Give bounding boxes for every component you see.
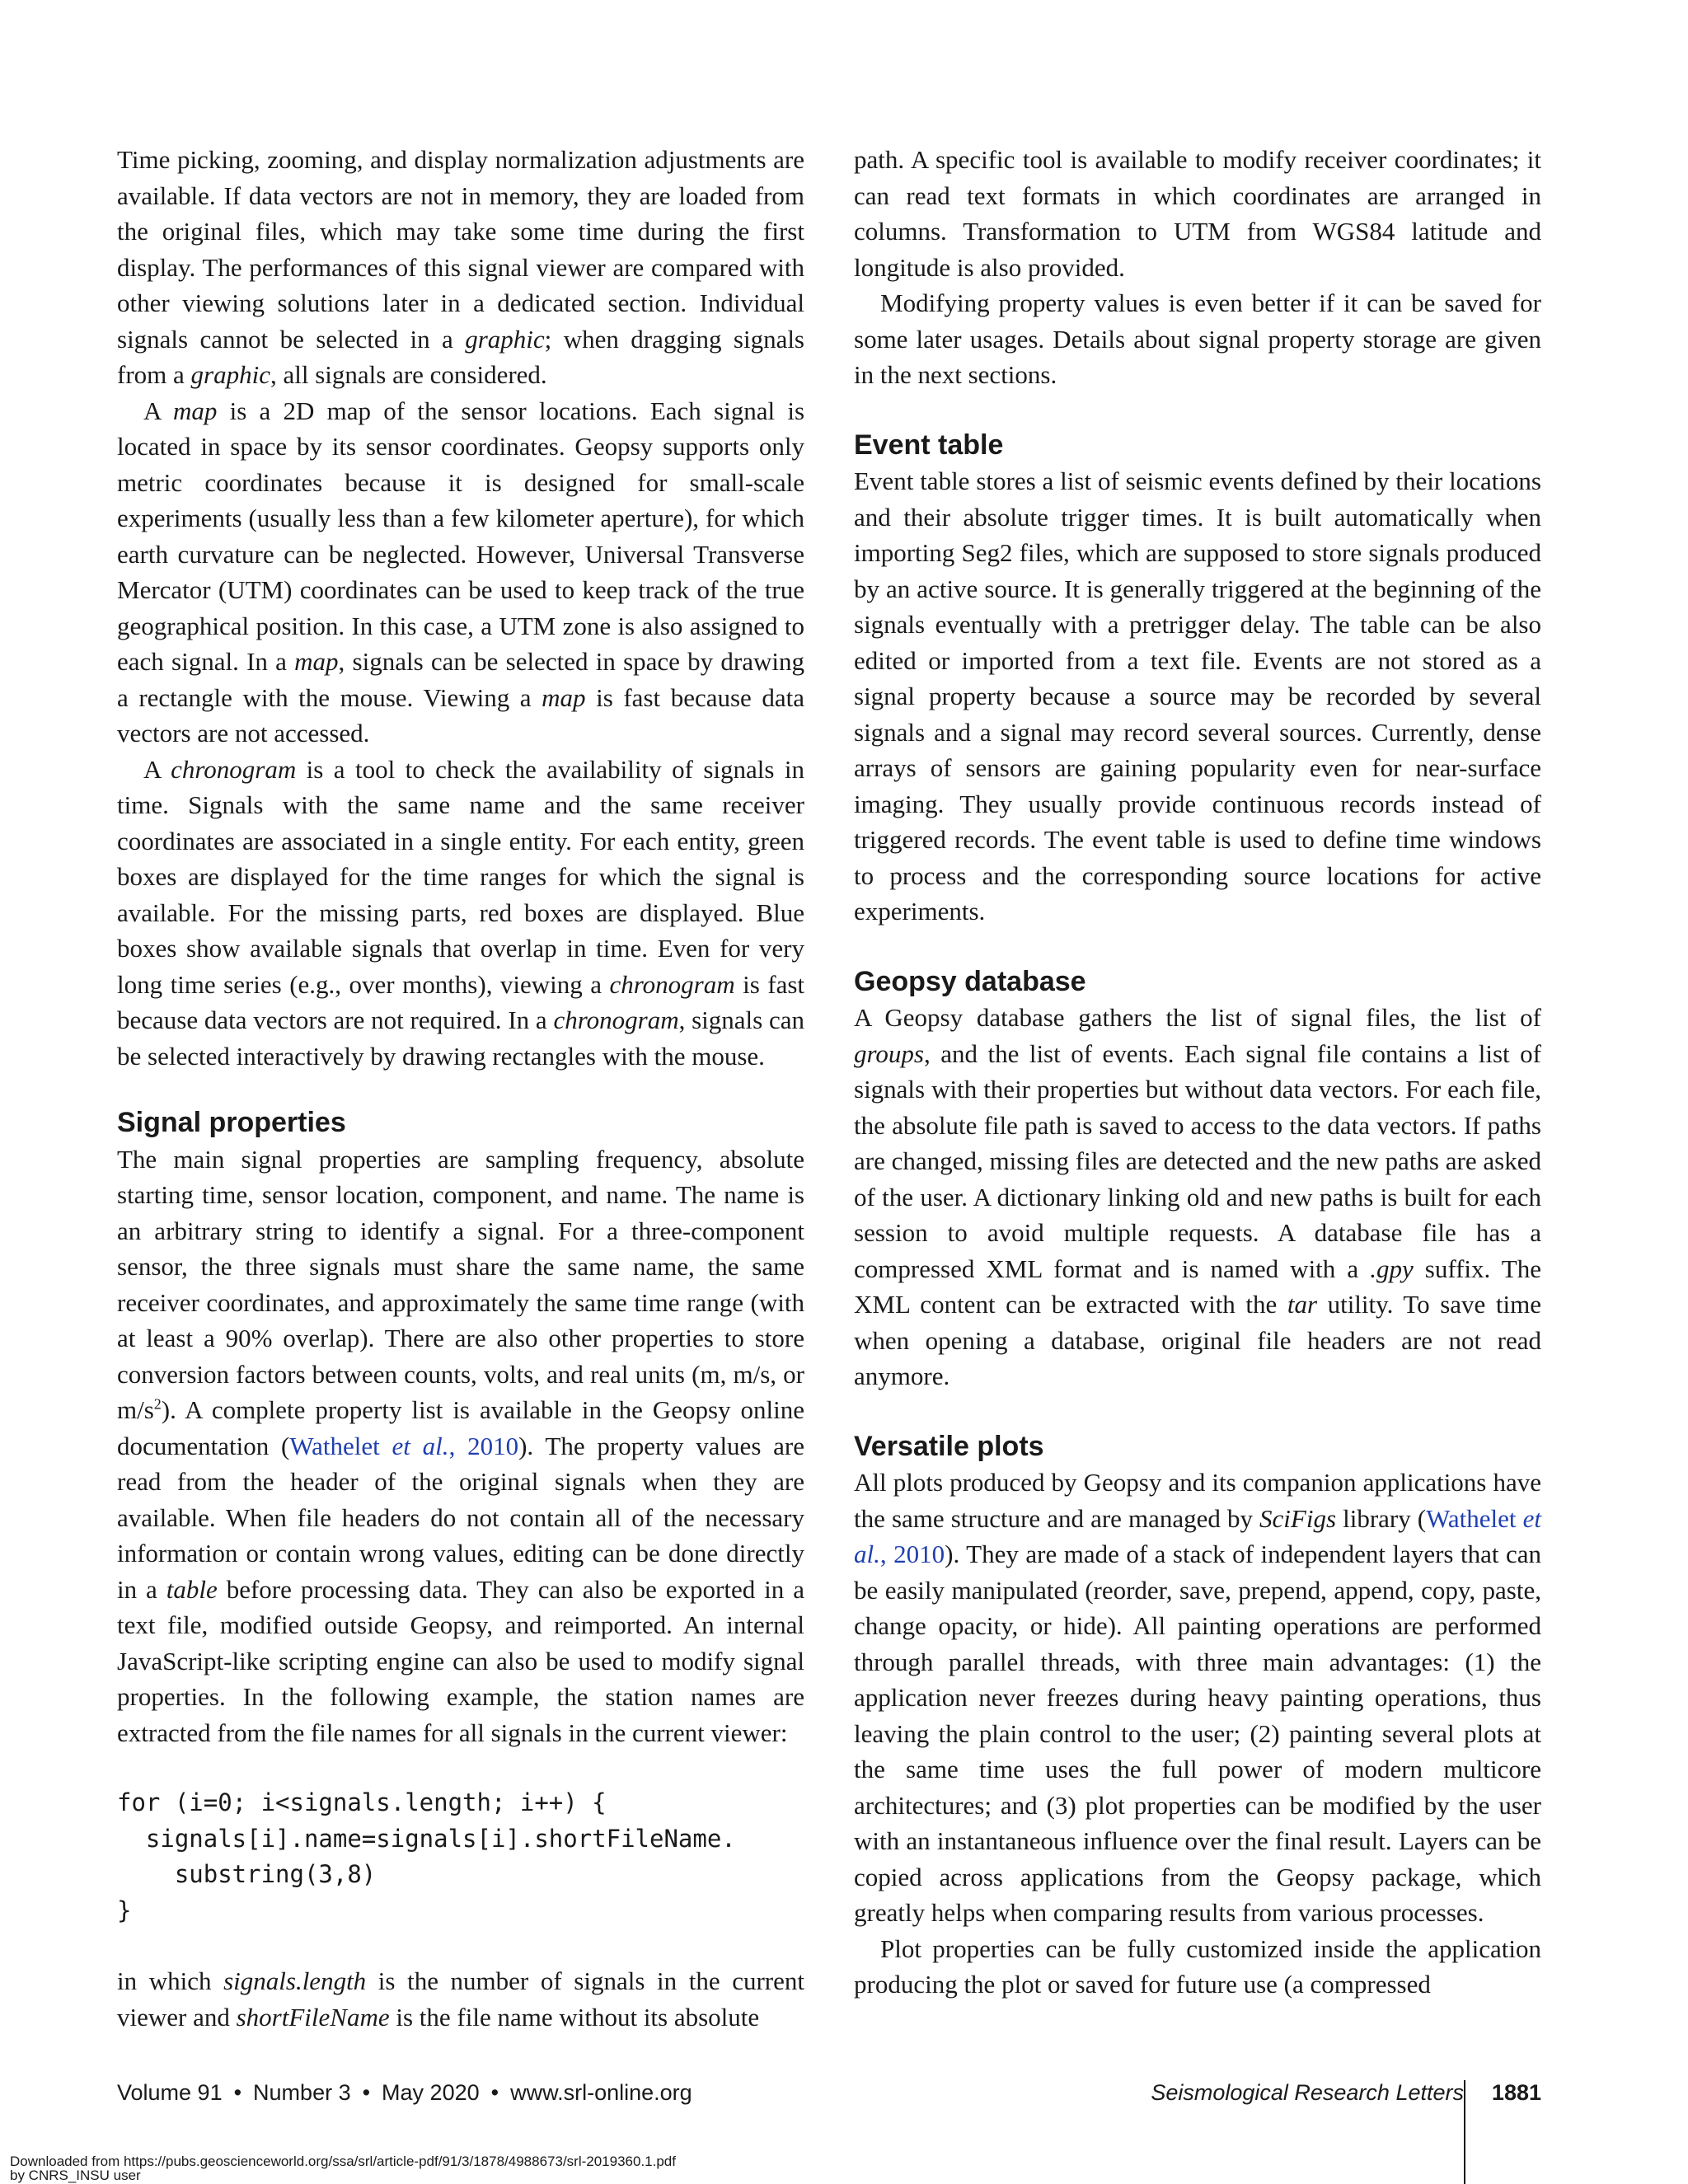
footer-bullet: •: [490, 2080, 499, 2105]
paragraph-property-storage: Modifying property values is even better if it can be saved for some later usages. Details about signal property storage are given in the next sections.: [854, 288, 1541, 389]
paragraph-map: A map is a 2D map of the sensor locations. Each signal is located in space by its sensor coordinates. Geopsy supports only metric coordinates because it is designed for small-scale experiments (usually less than a few kilometer aperture), for which earth curvature can be neglected. However, Universal Transverse Mercator (UTM) coordinates can be used to keep track of the true geographical position. In this case, a UTM zone is also assigned to each signal. In a map, signals can be selected in space by drawing a rectangle with the mouse. Viewing a map is fast because data vectors are not accessed.: [117, 396, 805, 748]
citation-link-wathelet-2010-b[interactable]: Wathelet et al., 2010: [854, 1503, 1541, 1568]
footer-divider: [1464, 2080, 1465, 2184]
paragraph-coordinates-tool: path. A specific tool is available to modify receiver coordinates; it can read text formats in which coordinates are arranged in columns. Transformation to UTM from WGS84 latitude and longitude is also provided.: [854, 145, 1541, 282]
footer-issue-info: [117, 2080, 692, 2106]
paragraph-geopsy-database: A Geopsy database gathers the list of signal files, the list of groups, and the list of events. Each signal file contains a list of signals with their properties but without data vectors. For each file, the absolute file path is saved to access to the data vectors. If paths are changed, missing files are detected and the new paths are asked of the user. A dictionary linking old and new paths is built for each session to avoid multiple requests. A database file has a compressed XML format and is named with a .gpy suffix. The XML content can be extracted with the tar utility. To save time when opening a database, original file headers are not read anymore.: [854, 1003, 1541, 1390]
paragraph-versatile-plots: All plots produced by Geopsy and its companion applications have the same structure and are managed by SciFigs library (Wathelet et al., 2010). They are made of a stack of independent layers that can be easily manipulated (reorder, save, prepend, append, copy, paste, change opacity, or hide). All painting operations are performed through parallel threads, with three main advantages: (1) the application never freezes during heavy painting operations, thus leaving the plain control to the user; (2) painting several plots at the same time uses the full power of modern multicore architectures; and (3) plot properties can be modified by the user with an instantaneous influence over the final result. Layers can be copied across applications from the Geopsy package, which greatly helps when comparing results from various processes.: [854, 1468, 1542, 1927]
download-user-line: by CNRS_INSU user: [10, 2168, 141, 2183]
footer-volume: Volume 91: [117, 2080, 223, 2105]
citation-link-wathelet-2010[interactable]: Wathelet et al., 2010: [289, 1431, 519, 1460]
heading-versatile-plots: Versatile plots: [854, 1430, 1044, 1462]
footer-url[interactable]: www.srl-online.org: [510, 2080, 692, 2105]
paragraph-chronogram: A chronogram is a tool to check the availability of signals in time. Signals with the same name and the same receiver coordinates are associated in a single entity. For each entity, green boxes are displayed for the time ranges for which the signal is available. For the missing parts, red boxes are displayed. Blue boxes show available signals that overlap in time. Even for very long time series (e.g., over months), viewing a chronogram is fast because data vectors are not required. In a chronogram, signals can be selected interactively by drawing rectangles with the mouse.: [117, 754, 805, 1071]
code-example: for (i=0; i<signals.length; i++) { signals[i].name=signals[i].shortFileName. substring(3,8) }: [117, 1788, 736, 1924]
paragraph-code-explanation: in which signals.length is the number of signals in the current viewer and shortFileName is the file name without its absolute: [117, 1966, 804, 2032]
heading-geopsy-database: Geopsy database: [854, 965, 1086, 997]
paragraph-signal-properties: The main signal properties are sampling frequency, absolute starting time, sensor location, component, and name. The name is an arbitrary string to identify a signal. For a three-component sensor, the three signals must share the same name, the same receiver coordinates, and approximately the same time range (with at least a 90% overlap). There are also other properties to store conversion factors between counts, volts, and real units (m, m/s, or $m/s^2$). A complete property list is available in the Geopsy online documentation (Wathelet et al., 2010). The property values are read from the header of the original signals when they are available. When file headers do not contain all of the necessary information or contain wrong values, editing can be done directly in a table before processing data. They can also be exported in a text file, modified outside Geopsy, and reimported. An internal JavaScript-like scripting engine can also be used to modify signal properties. In the following example, the station names are extracted from the file names for all signals in the current viewer:: [117, 1144, 805, 1747]
left-column: [117, 142, 804, 2035]
footer-number: Number 3: [253, 2080, 351, 2105]
page-number: 1881: [1491, 2080, 1541, 2105]
footer-date: May 2020: [382, 2080, 480, 2105]
right-column: [854, 142, 1541, 2003]
footer-bullet: •: [362, 2080, 371, 2105]
paragraph-event-table: Event table stores a list of seismic events defined by their locations and their absolute trigger times. It is built automatically when importing Seg2 files, which are supposed to store signals produced by an active source. It is generally triggered at the beginning of the signals eventually with a pretrigger delay. The table can be also edited or imported from a text file. Events are not stored as a signal property because a source may be recorded by several signals and a signal may record several sources. Currently, dense arrays of sensors are gaining popularity even for near-surface imaging. They usually provide continuous records instead of triggered records. The event table is used to define time windows to process and the corresponding source locations for active experiments.: [854, 466, 1541, 926]
paragraph-graphic-viewer: Time picking, zooming, and display normalization adjustments are available. If data vectors are not in memory, they are loaded from the original files, which may take some time during the first display. The performances of this signal viewer are compared with other viewing solutions later in a dedicated section. Individual signals cannot be selected in a graphic; when dragging signals from a graphic, all signals are considered.: [117, 145, 804, 389]
paragraph-plot-properties: Plot properties can be fully customized inside the application producing the plot or saved for future use (a compressed: [854, 1933, 1541, 1999]
download-url-line[interactable]: Downloaded from https://pubs.geoscienceworld.org/ssa/srl/article-pdf/91/3/1878/4988673/srl-2019360.1.pdf: [10, 2154, 676, 2169]
heading-signal-properties: Signal properties: [117, 1107, 346, 1138]
heading-event-table: Event table: [854, 429, 1004, 461]
download-watermark: [10, 2154, 676, 2182]
footer-bullet: •: [233, 2080, 242, 2105]
footer-journal-name: Seismological Research Letters: [1151, 2080, 1464, 2105]
